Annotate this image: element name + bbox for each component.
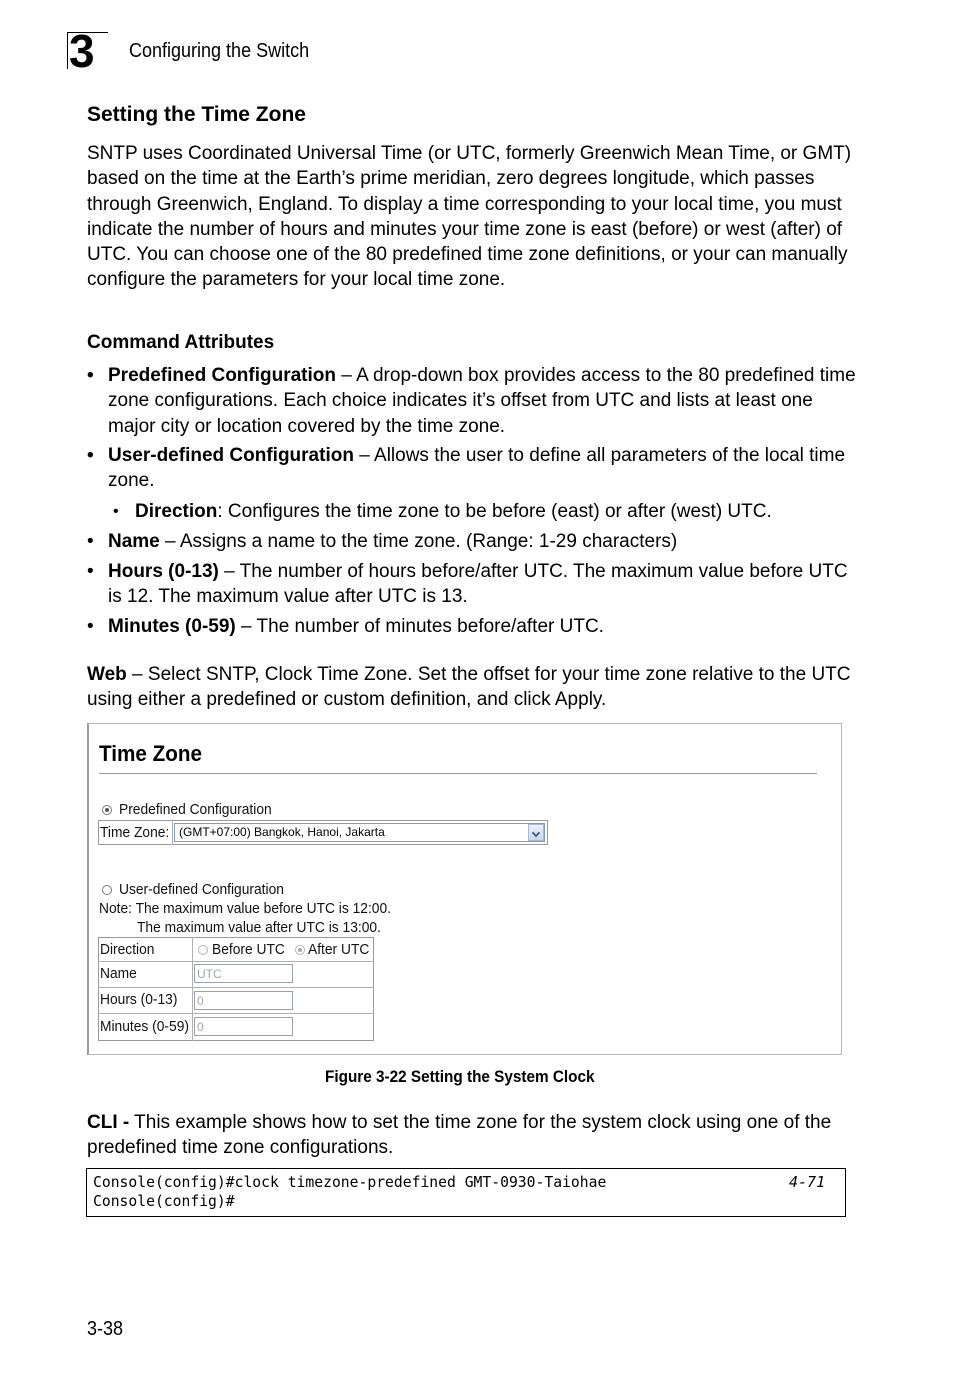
table-row-divider [98,987,374,988]
figure-caption: Figure 3-22 Setting the System Clock [325,1067,595,1086]
chapter-title: Configuring the Switch [129,40,310,62]
cli-label: CLI - [87,1112,130,1133]
bullet-desc: – The number of hours before/after UTC. The maximum value before UTC is 12. The maximum value after UTC is 13. [108,561,848,608]
cli-text: This example shows how to set the time zone for the system clock using one of the predefined time zone configurations. [87,1112,832,1159]
figure-title-rule [99,773,817,774]
web-label: Web [87,664,127,685]
table-column-divider [192,937,193,1041]
hours-input[interactable] [194,991,293,1010]
cli-paragraph [87,1110,857,1161]
bullet-desc: – Allows the user to define all parameters of the local time zone. [108,445,846,492]
timezone-select-value: (GMT+07:00) Bangkok, Hanoi, Jakarta [179,825,385,839]
bullet-term: User-defined Configuration [108,445,354,466]
direction-label: Direction [100,941,155,958]
predefined-radio[interactable] [102,805,112,815]
bullet-term: Name [108,531,160,552]
timezone-label: Time Zone: [100,824,170,841]
page-number: 3-38 [87,1318,124,1340]
userdefined-radio[interactable] [102,885,112,895]
command-attributes-heading: Command Attributes [87,332,275,353]
code-line-1-ref: 4-71 [789,1173,826,1191]
note-line-2: The maximum value after UTC is 13:00. [137,919,381,936]
after-utc-label: After UTC [308,941,370,958]
before-utc-label: Before UTC [212,941,285,958]
bullet-marker: • [87,531,94,552]
web-paragraph [87,662,857,713]
table-row-divider [98,1013,374,1014]
bullet-marker: • [87,445,94,466]
minutes-label: Minutes (0-59) [100,1018,189,1035]
minutes-input[interactable] [194,1017,293,1036]
bullet-term: Minutes (0-59) [108,616,236,637]
bullet-marker: • [87,365,94,386]
minutes-input-value: 0 [197,1020,204,1034]
bullet-term: Predefined Configuration [108,365,336,386]
bullet-marker: • [113,503,119,520]
hours-label: Hours (0-13) [100,991,178,1008]
table-row-divider [98,961,374,962]
web-text: – Select SNTP, Clock Time Zone. Set the offset for your time zone relative to the UTC using either a predefined or custom definition, and click Apply. [87,664,851,711]
timezone-row-divider [172,820,173,845]
before-utc-radio[interactable] [198,945,208,955]
bullet-marker: • [87,616,94,637]
bullet-desc: – The number of minutes before/after UTC. [235,616,604,637]
chevron-down-icon[interactable] [528,824,544,841]
intro-paragraph: SNTP uses Coordinated Universal Time (or UTC, formerly Greenwich Mean Time, or GMT) based on the time at the Earth’s prime meridian, zero degrees longitude, which passes through Greenwich, England. To display a time corresponding to your local time, you must indicate the number of hours and minutes your time zone is east (before) or west (after) of UTC. You can choose one of the 80 predefined time zone definitions, or your can manually configure the parameters for your local time zone. [87,143,852,291]
section-title: Setting the Time Zone [87,103,306,126]
bullet-term: Hours (0-13) [108,561,219,582]
predefined-label: Predefined Configuration [119,801,272,818]
code-line-1: Console(config)#clock timezone-predefined GMT-0930-Taiohae [93,1173,607,1191]
userdefined-label: User-defined Configuration [119,881,284,898]
name-label: Name [100,965,137,982]
bullet-desc: : Configures the time zone to be before (east) or after (west) UTC. [217,501,772,522]
figure-title: Time Zone [99,741,203,766]
bullet-term: Direction [135,501,218,522]
code-line-2: Console(config)# [93,1192,235,1210]
after-utc-radio[interactable] [295,945,305,955]
name-input-value: UTC [197,967,222,981]
hours-input-value: 0 [197,994,204,1008]
chapter-number: 3 [69,25,94,77]
note-line-1: Note: The maximum value before UTC is 12:00. [99,900,391,917]
bullet-desc: – Assigns a name to the time zone. (Range: 1-29 characters) [159,531,678,552]
bullet-desc: – A drop-down box provides access to the 80 predefined time zone configurations. Each choice indicates it’s offset from UTC and lists at least one major city or location covered by the time zone. [108,365,856,437]
bullet-marker: • [87,561,94,582]
